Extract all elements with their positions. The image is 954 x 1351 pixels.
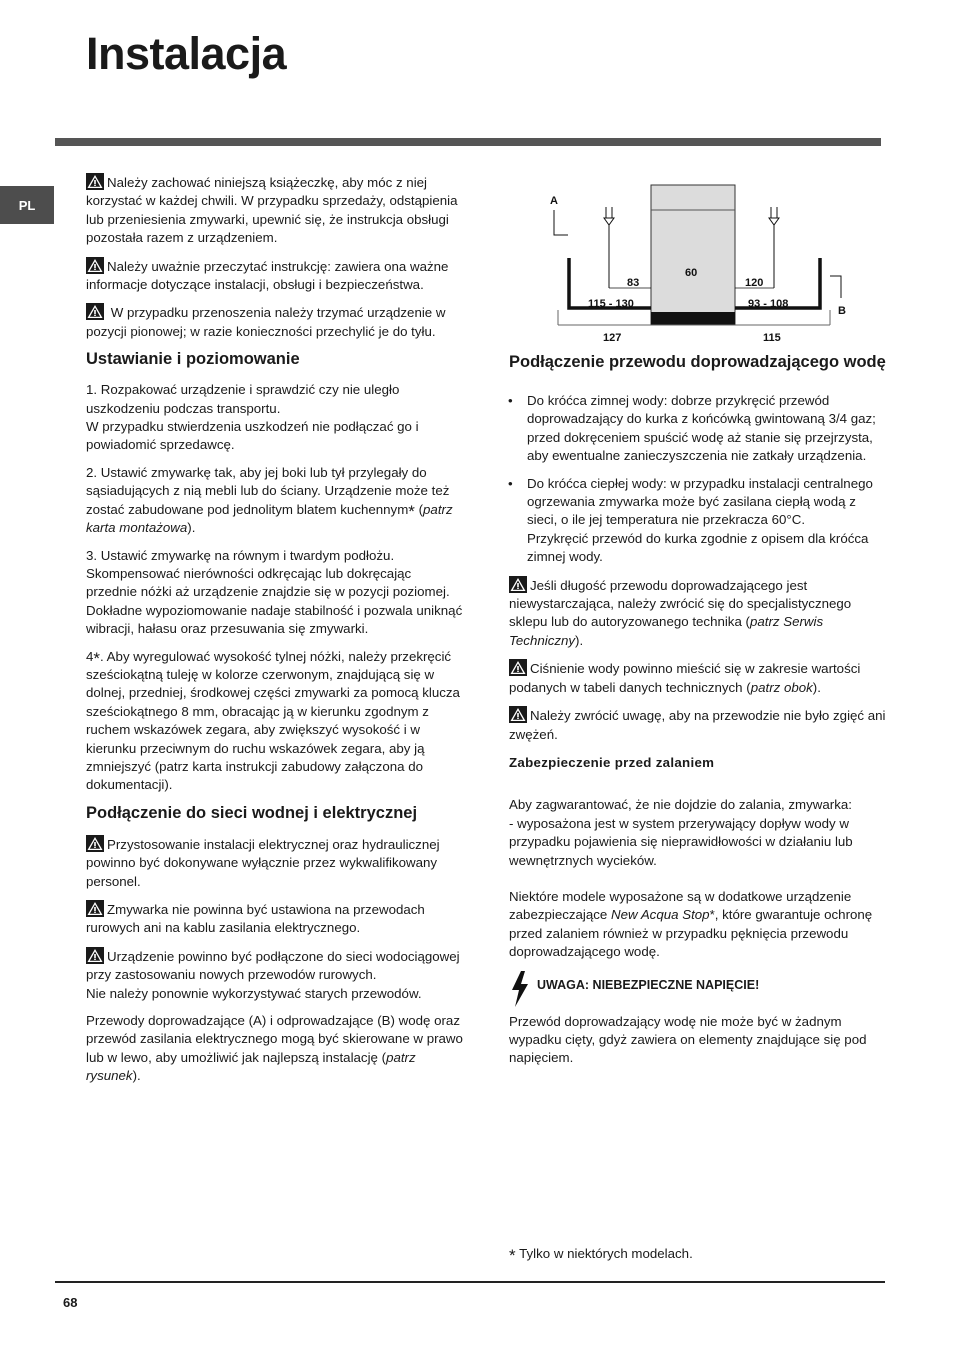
section-heading-connection: Podłączenie do sieci wodnej i elektrycznej <box>86 803 418 822</box>
body-text: - wyposażona jest w system przerywający dopływ wody w przypadku pojawienia się nieprawidłowości w działaniu lub wewnętrznych wycieków. <box>509 815 853 868</box>
dimension-83: 83 <box>627 277 640 289</box>
warning-triangle-icon <box>509 576 527 593</box>
label-b: B <box>838 305 846 317</box>
step-4 <box>86 648 464 795</box>
body-text: Aby zagwarantować, że nie dojdzie do zalania, zmywarka: <box>509 797 852 813</box>
flood-paragraph-1 <box>509 796 887 870</box>
reference-text: patrz karta montażowa <box>86 501 453 536</box>
brand-name: New Acqua Stop <box>611 907 710 923</box>
dimension-115: 115 <box>763 332 781 344</box>
warning-text: Ciśnienie wody powinno mieścić się w zakresie wartości podanych w tabeli danych technicznych ( <box>509 661 861 695</box>
footnote-star: * <box>509 1246 516 1265</box>
warning-paragraph <box>86 835 464 891</box>
footnote-star: * <box>408 501 415 521</box>
dishwasher-outline <box>651 185 735 325</box>
warning-paragraph <box>86 257 464 295</box>
warning-triangle-icon <box>509 659 527 676</box>
warning-triangle-icon <box>86 947 104 964</box>
hose-direction-paragraph <box>86 1012 464 1086</box>
warning-text: ). <box>812 679 821 695</box>
warning-text: Zmywarka nie powinna być ustawiona na przewodach rurowych ani na kablu zasilania elektrycznego. <box>86 902 425 936</box>
warning-paragraph <box>86 947 464 1003</box>
dimension-115-130: 115 - 130 <box>588 298 634 310</box>
warning-triangle-icon <box>86 900 104 917</box>
body-text: Niektóre modele wyposażone są w dodatkowe urządzenie zabezpieczające <box>509 888 852 923</box>
warning-paragraph <box>86 900 464 938</box>
reference-text: patrz rysunek <box>86 1049 416 1084</box>
label-a: A <box>550 195 558 207</box>
body-text: *, które gwarantuje ochronę przed zalaniem również w przypadku pęknięcia przewodu doprowadzającego wodę. <box>509 907 873 960</box>
warning-paragraph <box>509 576 887 651</box>
dimension-60: 60 <box>685 267 698 279</box>
warning-text: Przystosowanie instalacji elektrycznej oraz hydraulicznej powinno być dokonywane wyłącznie przez wykwalifikowany personel. <box>86 836 440 889</box>
warning-paragraph <box>509 659 887 697</box>
warning-triangle-icon <box>86 835 104 852</box>
top-rule <box>55 138 881 146</box>
warning-paragraph <box>86 173 464 248</box>
flood-paragraph-3: Przewód doprowadzający wodę nie może być w żadnym wypadku cięty, gdyż zawiera on elementy znajdujące się pod napięciem. <box>509 1013 867 1066</box>
warning-text: Jeśli długość przewodu doprowadzającego jest niewystarczająca, należy zwrócić się do specjalistycznego sklepu lub do autoryzowanego technika ( <box>509 577 852 630</box>
intro-text-3: W przypadku przenoszenia należy trzymać urządzenie w pozycji pionowej; w razie konieczności przechylić je do tyłu. <box>86 305 446 339</box>
intro-text-2: Należy uważnie przeczytać instrukcję: zawiera ona ważne informacje dotyczące instalacji, obsługi i bezpieczeństwa. <box>86 258 449 293</box>
reference-text: patrz Serwis Techniczny <box>509 614 824 648</box>
page-title: Instalacja <box>86 28 287 79</box>
warning-triangle-icon <box>86 173 104 190</box>
warning-text: ). <box>575 632 584 648</box>
step-2-text: 2. Ustawić zmywarkę tak, aby jej boki lub tył przylegały do sąsiadujących z nią mebli lub do ściany. Urządzenie może też zostać zabudowane pod jednolitym blatem kuchennym <box>86 464 450 517</box>
warning-paragraph <box>86 303 464 341</box>
warning-text: Urządzenie powinno być podłączone do sieci wodociągowej przy zastosowaniu nowych przewodów rurowych. <box>86 948 460 983</box>
step-4-number: 4 <box>86 648 94 664</box>
dimension-93-108: 93 - 108 <box>748 298 789 310</box>
footnote <box>509 1246 693 1265</box>
tap-icon <box>735 207 779 288</box>
list-item: • Do króćca zimnej wody: dobrze przykręcić przewód doprowadzający do kurka z końcówką gwintowaną 3/4 gaz; przed dokręceniem spuścić wodę aż stanie się przejrzysta, aby ewentualne zanieczyszczenia nie zatkały urządzenia. <box>509 392 887 466</box>
pointer-a <box>554 210 568 235</box>
step-2: 2. Ustawić zmywarkę tak, aby jej boki lub tył przylegały do sąsiadujących z nią mebli lub do ściany. Urządzenie może też zostać zabudowane pod jednolitym blatem kuchennym* (patrz karta montażowa). <box>86 464 453 536</box>
step-4-text: . Aby wyregulować wysokość tylnej nóżki, należy przekręcić sześciokątną tuleję w kolorze czerwonym, znajdującą się w dolnej, przedniej, środkowej części zmywarki za pomocą klucza sześciokątnego 8 mm, obracając ją w kierunku zgodnym z ruchem wskazówek zegara, aby zwiększyć wysokość i w kierunku przeciwnym do ruchu wskazówek zegara, aby ją zmniejszyć (patrz karta instrukcji zabudowy załączona do dokumentacji). <box>86 648 460 793</box>
warning-note: Nie należy ponownie wykorzystywać starych przewodów. <box>86 985 422 1001</box>
footnote-text: Tylko w niektórych modelach. <box>519 1246 693 1261</box>
warning-paragraph <box>509 706 887 744</box>
step-3: 3. Ustawić zmywarkę na równym i twardym podłożu. Skompensować nierówności odkręcając lub dokręcając przednie nóżki aż urządzenie znajdzie się w pozycji poziomej. Dokładne wypoziomowanie nadaje stabilność i pozwala uniknąć wibracji, hałasu oraz przesuwania się zmywarki. <box>86 547 463 637</box>
installation-diagram <box>540 180 860 350</box>
footnote-star: * <box>93 648 101 668</box>
bottom-rule <box>55 1281 885 1283</box>
section-heading-flood-protection: Zabezpieczenie przed zalaniem <box>509 754 715 770</box>
pointer-b <box>830 276 841 298</box>
flood-paragraph-2 <box>509 888 887 962</box>
list-item <box>509 475 887 567</box>
tap-icon <box>604 207 651 288</box>
body-text: Przewody doprowadzające (A) i odprowadzające (B) wodę oraz przewód zasilania elektrycznego mogą być skierowane w prawo lub w lewo, aby umożliwić jak najlepszą instalację ( <box>86 1013 463 1065</box>
dishwasher-base <box>651 312 735 325</box>
body-text: ). <box>132 1068 141 1084</box>
dimension-127: 127 <box>603 332 622 344</box>
page-number: 68 <box>63 1295 78 1310</box>
danger-label: UWAGA: NIEBEZPIECZNE NAPIĘCIE! <box>537 977 760 992</box>
danger-voltage-warning <box>509 971 887 1007</box>
inlet-bullet-list <box>509 392 887 567</box>
step-1 <box>86 381 464 455</box>
section-heading-leveling: Ustawianie i poziomowanie <box>86 350 300 369</box>
list-item-text: Do króćca ciepłej wody: w przypadku instalacji centralnego ogrzewania zmywarka może być zasilana ciepłą wodą z sieci, o ile jej temperatura nie przekracza 60°C. <box>527 475 873 528</box>
warning-triangle-icon <box>86 257 104 274</box>
language-tab: PL <box>0 186 54 224</box>
intro-text-1: Należy zachować niniejszą książeczkę, aby móc z niej korzystać w każdej chwili. W przypadku sprzedaży, odstąpienia lub przeniesienia zmywarki, upewnić się, że instrukcja obsługi pozostała razem z urządzeniem. <box>86 175 458 246</box>
step-1-note: W przypadku stwierdzenia uszkodzeń nie podłączać go i powiadomić sprzedawcę. <box>86 419 419 453</box>
warning-triangle-icon <box>86 303 104 320</box>
lightning-bolt-icon <box>509 971 531 1007</box>
right-column <box>509 349 887 1077</box>
warning-triangle-icon <box>509 706 527 723</box>
list-item-note: Przykręcić przewód do kurka zgodnie z opisem dla króćca zimnej wody. <box>527 530 869 565</box>
section-heading-water-inlet: Podłączenie przewodu doprowadzającego wodę <box>509 353 886 371</box>
reference-text: patrz obok <box>750 679 813 695</box>
left-column <box>86 173 464 1095</box>
step-1-text: 1. Rozpakować urządzenie i sprawdzić czy nie uległo uszkodzeniu podczas transportu. <box>86 382 400 416</box>
dimension-120: 120 <box>745 277 764 289</box>
warning-text: Należy zwrócić uwagę, aby na przewodzie nie było zgięć ani zwężeń. <box>509 708 886 742</box>
